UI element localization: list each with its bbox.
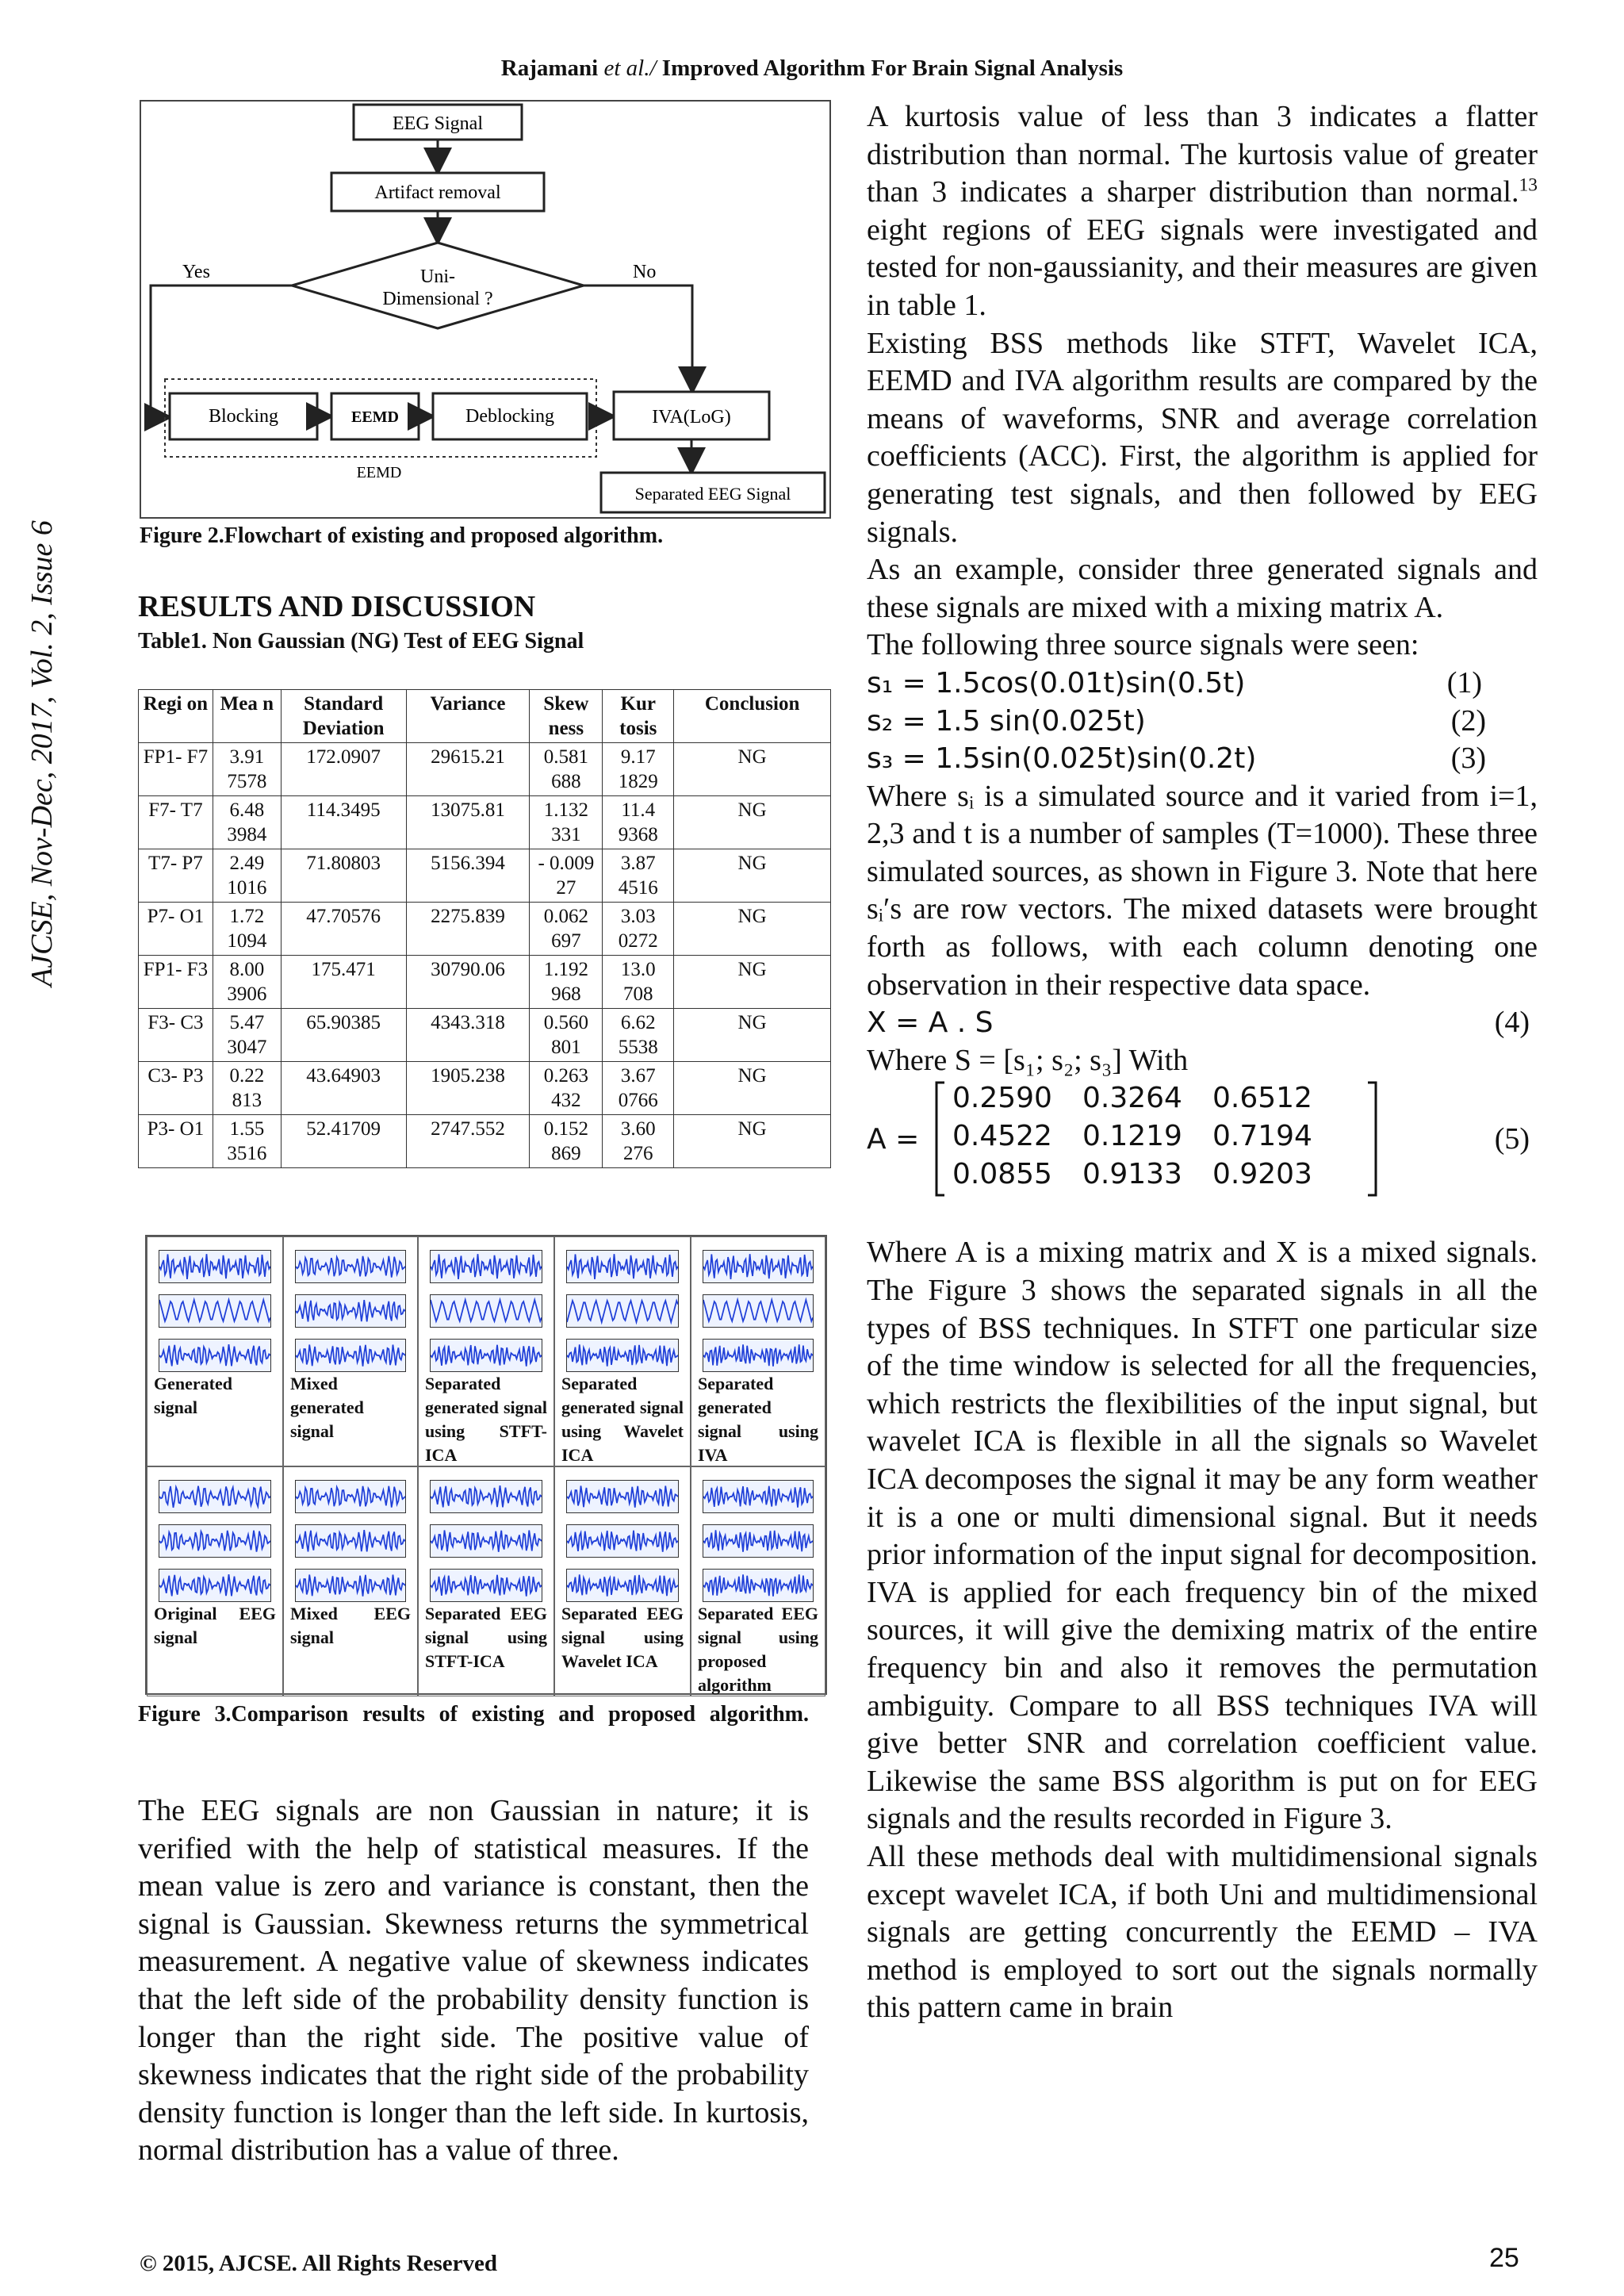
node-iva-label: IVA(LoG) (652, 407, 731, 427)
table1-cell: T7- P7 (139, 849, 213, 903)
table1-cell: NG (674, 1009, 831, 1062)
table1-cell: 0.560 801 (530, 1009, 603, 1062)
equation-2-number: (2) (1450, 703, 1486, 738)
right-column (867, 98, 1538, 2027)
table1-row (139, 956, 831, 1009)
figure3-cell-label: Separated generated signal using Wavelet ICA (561, 1374, 684, 1465)
signal-plot (566, 1339, 679, 1372)
signal-plot (159, 1569, 271, 1602)
signal-plot (159, 1294, 271, 1328)
table1-header-cell: Regi on (139, 690, 213, 743)
table1-cell: FP1- F7 (139, 743, 213, 796)
figure3-caption-line1 (138, 1701, 809, 1728)
equation-4-where-text: Where S = [s₁; s₂; s₃] With (867, 1043, 1189, 1077)
page-number: 25 (1489, 2243, 1519, 2273)
left-body-text: The EEG signals are non Gaussian in nature; it is verified with the help of statistical measures. If the mean value is zero and variance is constant, then the signal is Gaussian. Skewness returns the symmetrical measurement. A negative value of skewness indicates that the left side of the probability density function is longer than the right side. The positive value of skewness indicates that the right side of the probability density function is longer than the left side. In kurtosis, normal distribution has a value of three. (138, 1794, 809, 2168)
figure3-eeg-cell (418, 1466, 554, 1696)
table1-cell: 9.17 1829 (603, 743, 674, 796)
table1-title: Table1. Non Gaussian (NG) Test of EEG Signal (138, 629, 584, 654)
figure3-cell-label: Generated signal (154, 1374, 232, 1417)
table1-cell: 3.91 7578 (213, 743, 281, 796)
figure3-plots (159, 1480, 271, 1613)
signal-plot (430, 1569, 542, 1602)
table1-header-cell: Variance (406, 690, 530, 743)
figure2-caption: Figure 2.Flowchart of existing and proposed algorithm. (140, 523, 664, 548)
figure3-generated-cell (691, 1236, 825, 1466)
signal-plot (703, 1480, 814, 1513)
section-title: RESULTS AND DISCUSSION (138, 590, 536, 623)
equation-4 (867, 1004, 1538, 1042)
table1-cell: FP1- F3 (139, 956, 213, 1009)
table1-cell: NG (674, 903, 831, 956)
table1-cell: 71.80803 (281, 849, 406, 903)
equation-4-body: X = A . S (867, 1006, 994, 1040)
table1-cell: NG (674, 849, 831, 903)
node-deblocking-label: Deblocking (465, 406, 554, 427)
table1-header-cell: Skew ness (530, 690, 603, 743)
para1-text-b: eight regions of EEG signals were investigated and tested for non-gaussianity, and their measures are given in table 1. (867, 213, 1538, 322)
node-decision-line1: Uni- (420, 266, 455, 287)
table1-cell: 114.3495 (281, 796, 406, 849)
equation-3 (867, 740, 1538, 778)
table1-cell: P7- O1 (139, 903, 213, 956)
equation-1 (867, 665, 1538, 703)
equation-2 (867, 703, 1538, 741)
matrix-cell: 0.7194 (1212, 1120, 1312, 1153)
table1-row (139, 1115, 831, 1168)
figure3-plots (430, 1250, 542, 1383)
signal-plot (566, 1480, 679, 1513)
signal-plot (430, 1294, 542, 1328)
figure3-cell-label: Separated EEG signal using Wavelet ICA (561, 1604, 684, 1671)
table1-cell: 1.72 1094 (213, 903, 281, 956)
table1-row (139, 743, 831, 796)
table1-cell: 175.471 (281, 956, 406, 1009)
table1-cell: NG (674, 956, 831, 1009)
paragraph-mixing-discussion: Where A is a mixing matrix and X is a mixed signals. The Figure 3 shows the separated signals in all the types of BSS techniques. In STFT one particular size of the time window is selected for all the frequencies, which restricts the flexibilities of the input signal, but wavelet ICA is flexible in all the signals so Wavelet ICA decomposes the signal it may be any form weather it is a one or multi dimensional signal. But it needs prior information of the input signal for decomposition. IVA is applied for each frequency bin of the mixed sources, it will give the demixing matrix of the entire frequency bin and also it removes the permutation ambiguity. Compare to all BSS techniques IVA will give better SNR and correlation coefficient value. Likewise the same BSS algorithm is put on for EEG signals and the results recorded in Figure 3. (867, 1236, 1538, 1836)
node-blocking-label: Blocking (209, 406, 278, 427)
header-title: Improved Algorithm For Brain Signal Analysis (661, 56, 1124, 81)
figure3-plots (566, 1250, 679, 1383)
matrix-cell: 0.1219 (1082, 1120, 1182, 1153)
equation-5-number: (5) (1494, 1122, 1530, 1156)
signal-plot (295, 1480, 406, 1513)
signal-plot (430, 1524, 542, 1558)
signal-plot (295, 1294, 406, 1328)
table1-cell: 172.0907 (281, 743, 406, 796)
signal-plot (703, 1339, 814, 1372)
signal-plot (295, 1250, 406, 1283)
table1-cell: 6.48 3984 (213, 796, 281, 849)
table1-cell: 1.192 968 (530, 956, 603, 1009)
signal-plot (566, 1569, 679, 1602)
matrix-cell: 0.6512 (1212, 1082, 1312, 1115)
equation-3-number: (3) (1450, 742, 1486, 776)
table1-cell: 65.90385 (281, 1009, 406, 1062)
node-separated-label: Separated EEG Signal (634, 484, 791, 504)
table1-cell: 2275.839 (406, 903, 530, 956)
figure3-cell-label: Separated generated signal using IVA (698, 1374, 818, 1465)
figure3-plots (295, 1250, 406, 1383)
figure3-eeg-cell (283, 1466, 418, 1696)
table1-row (139, 903, 831, 956)
figure3-cell-label: Original EEG signal (154, 1604, 276, 1647)
signal-plot (703, 1569, 814, 1602)
table1-cell: 3.67 0766 (603, 1062, 674, 1115)
table1-cell: 1.55 3516 (213, 1115, 281, 1168)
figure3-eeg-cell (691, 1466, 825, 1696)
table1-cell: 0.581 688 (530, 743, 603, 796)
table1-cell: F7- T7 (139, 796, 213, 849)
node-eeg-signal-label: EEG Signal (393, 113, 483, 134)
footer-copyright: © 2015, AJCSE. All Rights Reserved (140, 2251, 498, 2276)
equation-2-body: s₂ = 1.5 sin(0.025t) (867, 704, 1146, 738)
journal-sidebar (14, 520, 70, 987)
table1-cell: 6.62 5538 (603, 1009, 674, 1062)
figure3-plots (703, 1250, 814, 1383)
table1-cell: 3.03 0272 (603, 903, 674, 956)
figure3-generated-cell (283, 1236, 418, 1466)
signal-plot (430, 1250, 542, 1283)
signal-plot (159, 1524, 271, 1558)
table1-cell: 47.70576 (281, 903, 406, 956)
table1-row (139, 1009, 831, 1062)
equation-1-body: s₁ = 1.5cos(0.01t)sin(0.5t) (867, 666, 1246, 700)
table1-cell: F3- C3 (139, 1009, 213, 1062)
node-decision-line2: Dimensional ? (382, 289, 493, 309)
table1-cell: 1.132 331 (530, 796, 603, 849)
figure3-cell-label: Mixed EEG signal (290, 1604, 411, 1647)
equation-4-where (867, 1042, 1538, 1080)
signal-plot (430, 1339, 542, 1372)
equation-3-body: s₃ = 1.5sin(0.025t)sin(0.2t) (867, 742, 1257, 776)
matrix-cell: 0.3264 (1082, 1082, 1182, 1115)
table1-cell: 2747.552 (406, 1115, 530, 1168)
matrix-cell: 0.9203 (1212, 1158, 1312, 1191)
citation-13: 13 (1519, 174, 1538, 196)
table1-cell: 3.87 4516 (603, 849, 674, 903)
paragraph-bss: Existing BSS methods like STFT, Wavelet ICA, EEMD and IVA algorithm results are compared by the means of waveforms, SNR and average correlation coefficients (ACC). First, the algorithm is applied for generating test signals, and then followed by EEG signals. (867, 326, 1538, 549)
eemd-group-label: EEMD (356, 464, 402, 481)
signal-plot (430, 1480, 542, 1513)
branch-no-label: No (633, 262, 657, 282)
table1-cell: NG (674, 1062, 831, 1115)
table1-row (139, 1062, 831, 1115)
journal-citation: AJCSE, Nov-Dec, 2017, Vol. 2, Issue 6 (25, 520, 59, 987)
table1-header-row (139, 690, 831, 743)
matrix-cell: 0.0855 (952, 1158, 1052, 1191)
signal-plot (566, 1524, 679, 1558)
signal-plot (703, 1524, 814, 1558)
figure3-eeg-cell (147, 1466, 283, 1696)
table1-cell: - 0.009 27 (530, 849, 603, 903)
paragraph-kurtosis (867, 98, 1538, 325)
matrix-cell: 0.9133 (1082, 1158, 1182, 1191)
figure3-grid (145, 1235, 827, 1695)
mixing-matrix (867, 1079, 1538, 1202)
table1-cell: 43.64903 (281, 1062, 406, 1115)
branch-yes-label: Yes (182, 262, 210, 282)
table1-cell: P3- O1 (139, 1115, 213, 1168)
signal-plot (566, 1250, 679, 1283)
figure3-generated-cell (147, 1236, 283, 1466)
paragraph-sources: The following three source signals were seen: (867, 628, 1419, 662)
signal-plot (295, 1569, 406, 1602)
table1-header-cell: Standard Deviation (281, 690, 406, 743)
table1-cell: 8.00 3906 (213, 956, 281, 1009)
table1-cell: 5156.394 (406, 849, 530, 903)
table1-cell: 0.062 697 (530, 903, 603, 956)
table1-cell: 13.0 708 (603, 956, 674, 1009)
table1-row (139, 849, 831, 903)
signal-plot (295, 1524, 406, 1558)
running-header (0, 56, 1624, 82)
signal-plot (159, 1480, 271, 1513)
table1-cell: 2.49 1016 (213, 849, 281, 903)
table1-cell: 0.22 813 (213, 1062, 281, 1115)
table1-cell: 30790.06 (406, 956, 530, 1009)
header-author: Rajamani (500, 56, 599, 81)
table1-body (139, 743, 831, 1168)
figure3-caption: Figure 3.Comparison results of existing and proposed algorithm. (138, 1702, 809, 1727)
signal-plot (159, 1339, 271, 1372)
equation-4-number: (4) (1494, 1006, 1530, 1040)
signal-plot (295, 1339, 406, 1372)
table1-cell: C3- P3 (139, 1062, 213, 1115)
figure3-generated-cell (554, 1236, 691, 1466)
table1-cell: 11.4 9368 (603, 796, 674, 849)
node-eemd-label: EEMD (351, 408, 399, 426)
figure3-cell-label: Separated EEG signal using STFT-ICA (425, 1604, 547, 1671)
equation-1-number: (1) (1446, 665, 1482, 700)
table1-cell: 3.60 276 (603, 1115, 674, 1168)
figure3-plots (566, 1480, 679, 1613)
signal-plot (159, 1250, 271, 1283)
table1-cell: 0.152 869 (530, 1115, 603, 1168)
para1-text-a: A kurtosis value of less than 3 indicates a flatter distribution than normal. The kurtosis value of greater than 3 indicates a sharper distribution than normal. (867, 100, 1538, 209)
matrix-cell: 0.4522 (952, 1120, 1052, 1153)
signal-plot (566, 1294, 679, 1328)
paragraph-simulated: Where sᵢ is a simulated source and it varied from i=1, 2,3 and t is a number of samples (T=1000). These three simulated sources, as shown in Figure 3. Note that here sᵢ′s are row vectors. The mixed datasets were brought forth as follows, with each column denoting one observation in their respective data space. (867, 779, 1538, 1002)
table1-cell: NG (674, 796, 831, 849)
matrix-label: A = (867, 1123, 920, 1156)
table1 (138, 689, 831, 1168)
header-etal: et al./ (603, 56, 657, 81)
table1-cell: NG (674, 1115, 831, 1168)
figure3-cell-label: Separated generated signal using STFT-ICA (425, 1374, 547, 1465)
table1-row (139, 796, 831, 849)
table1-cell: 13075.81 (406, 796, 530, 849)
figure3-plots (703, 1480, 814, 1613)
table1-cell: 4343.318 (406, 1009, 530, 1062)
figure3-plots (159, 1250, 271, 1383)
table1-cell: 5.47 3047 (213, 1009, 281, 1062)
figure3-cell-label: Mixed generated signal (290, 1374, 364, 1441)
table1-cell: 1905.238 (406, 1062, 530, 1115)
signal-plot (703, 1294, 814, 1328)
figure3-cell-label: Separated EEG signal using proposed algorithm (698, 1604, 818, 1695)
paragraph-multidimensional: All these methods deal with multidimensional signals except wavelet ICA, if both Uni and multidimensional signals are getting concurrently the EEMD – IVA method is employed to sort out the signals normally this pattern came in brain (867, 1839, 1538, 2025)
table1-cell: 52.41709 (281, 1115, 406, 1168)
table1-header-cell: Conclusion (674, 690, 831, 743)
matrix-cell: 0.2590 (952, 1082, 1052, 1115)
figure3-plots (295, 1480, 406, 1613)
figure2-flowchart (140, 100, 831, 519)
signal-plot (703, 1250, 814, 1283)
node-artifact-removal-label: Artifact removal (374, 182, 501, 203)
figure3-plots (430, 1480, 542, 1613)
paragraph-example: As an example, consider three generated signals and these signals are mixed with a mixing matrix A. (867, 553, 1538, 624)
flowchart-svg (141, 102, 829, 517)
table1-header-cell: Kur tosis (603, 690, 674, 743)
figure3-generated-cell (418, 1236, 554, 1466)
table1-cell: NG (674, 743, 831, 796)
table1-header-cell: Mea n (213, 690, 281, 743)
table1-cell: 29615.21 (406, 743, 530, 796)
table1-cell: 0.263 432 (530, 1062, 603, 1115)
figure3-eeg-cell (554, 1466, 691, 1696)
